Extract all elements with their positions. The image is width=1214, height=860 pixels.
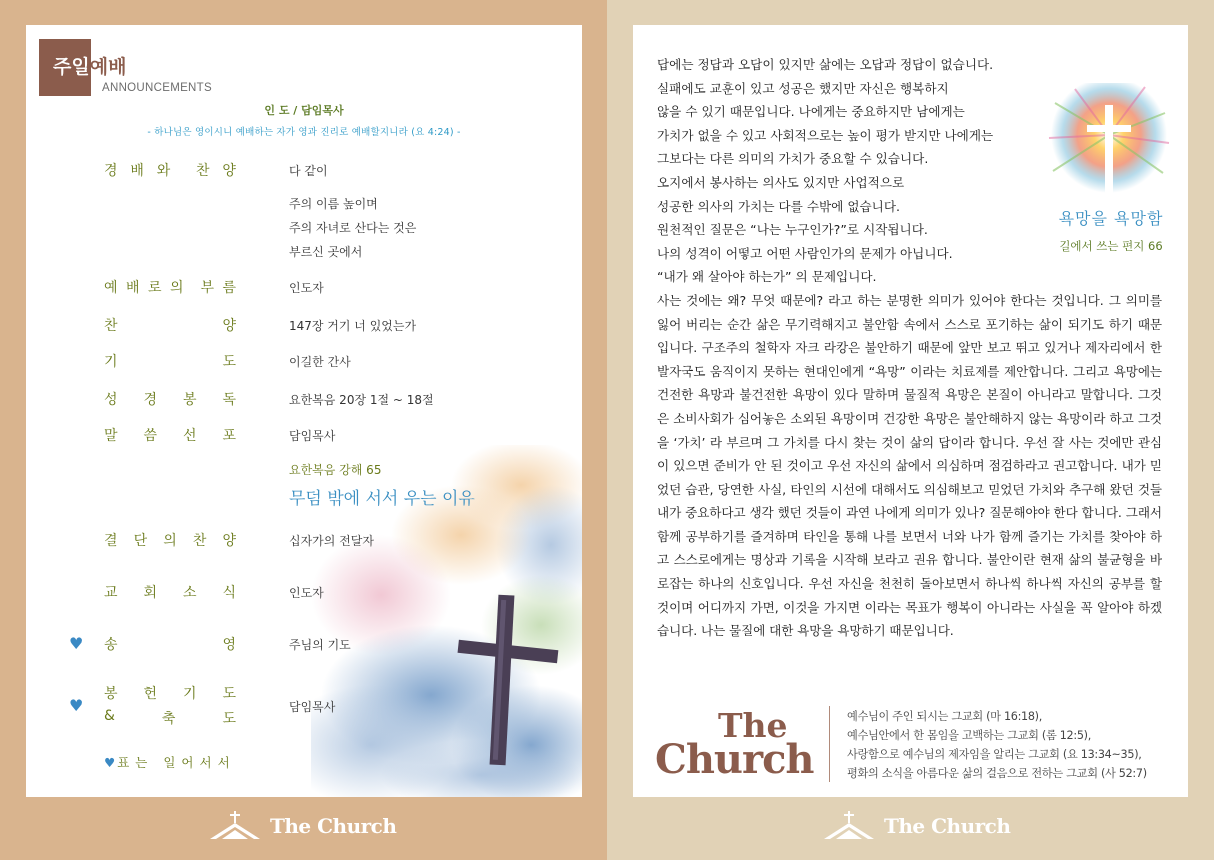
service-item-value: 다 같이 <box>289 164 328 178</box>
heart-icon: ♥ <box>69 634 84 653</box>
text-line: 않을 수 있기 때문입니다. 나에게는 중요하지만 남에게는 <box>657 104 965 120</box>
page-subtitle: ANNOUNCEMENTS <box>102 82 212 94</box>
church-logo: The Church <box>655 706 814 784</box>
service-item <box>26 277 582 301</box>
service-item-value: 십자가의 전달자 <box>289 534 374 548</box>
mission-line: 예수님이 주인 되시는 그교회 (마 16:18), <box>847 710 1043 723</box>
service-item-label: 송 영 <box>104 637 236 653</box>
service-item-value: 147장 거기 너 있었는가 <box>289 319 417 333</box>
leader-line: 인 도 / 담임목사 <box>264 104 344 117</box>
text-line: 실패에도 교훈이 있고 성공은 했지만 자신은 행복하지 <box>657 80 949 96</box>
church-roof-icon <box>822 811 876 841</box>
service-item-value: 요한복음 20장 1절 ~ 18절 <box>289 393 434 407</box>
text-line: 성공한 의사의 가치는 다를 수밖에 없습니다. <box>657 198 900 214</box>
service-item <box>26 160 582 184</box>
service-item-label: 결 단 의 찬 양 <box>104 533 236 549</box>
mission-line: 사랑함으로 예수님의 제자임을 알리는 그교회 (요 13:34~35), <box>847 748 1142 761</box>
scripture-verse: - 하나님은 영이시니 예배하는 자가 영과 진리로 예배할지니라 (요 4:24) - <box>147 127 461 138</box>
service-item-label: 성 경 봉 독 <box>104 392 236 408</box>
service-item <box>26 582 582 606</box>
footer-logo-left <box>208 806 396 846</box>
column-page <box>633 25 1188 797</box>
text-line: 가치가 없을 수 있고 사회적으로는 높이 평가 받지만 나에게는 <box>657 127 994 143</box>
column-series-subtitle: 길에서 쓰는 편지 66 <box>1059 239 1163 253</box>
footer-logo-right <box>822 806 1010 846</box>
church-roof-icon <box>208 811 262 841</box>
text-line: 그보다는 다른 의미의 가치가 중요할 수 있습니다. <box>657 151 929 167</box>
service-item-value: 담임목사 <box>289 700 336 714</box>
footer-brand: The Church <box>270 814 397 838</box>
service-item-value: 인도자 <box>289 281 324 295</box>
service-item <box>26 530 582 554</box>
text-line: 원천적인 질문은 “나는 누구인가?”로 시작됩니다. <box>657 222 928 238</box>
hymn-line: 주의 이름 높이며 <box>289 197 378 211</box>
service-item <box>26 683 582 731</box>
service-item <box>26 315 582 339</box>
service-item-label: 예 배 로 의 부 름 <box>104 280 236 296</box>
service-item-label: 찬 양 <box>104 318 236 334</box>
page-title: 주일예배 <box>53 56 127 78</box>
sermon-reference: 요한복음 강해 65 <box>289 463 382 477</box>
hymn-line: 주의 자녀로 산다는 것은 <box>289 221 417 235</box>
radiant-cross-illustration <box>1045 83 1173 211</box>
service-item-label: 경 배 와 찬 양 <box>104 163 236 179</box>
mission-line: 평화의 소식을 아름다운 삶의 걸음으로 전하는 그교회 (사 52:7) <box>847 767 1147 780</box>
column-intro <box>657 53 1037 289</box>
service-item-value: 주님의 기도 <box>289 638 351 652</box>
standing-note: ♥표는 일어서서 <box>104 755 236 770</box>
hymn-list <box>289 192 416 264</box>
order-of-worship-page <box>26 25 582 797</box>
sermon-title: 무덤 밖에 서서 우는 이유 <box>289 489 475 509</box>
heart-icon: ♥ <box>104 755 118 770</box>
service-item <box>26 351 582 375</box>
text-line: 나의 성격이 어떻고 어떤 사람인가의 문제가 아닙니다. <box>657 245 953 261</box>
service-item-value: 이길한 간사 <box>289 355 351 369</box>
service-item <box>26 425 582 449</box>
service-item-value: 인도자 <box>289 586 324 600</box>
text-line: 답에는 정답과 오답이 있지만 삶에는 오답과 정답이 없습니다. <box>657 57 994 72</box>
text-line: 오지에서 봉사하는 의사도 있지만 사업적으로 <box>657 174 905 190</box>
mission-line: 예수님안에서 한 몸임을 고백하는 그교회 (롬 12:5), <box>847 729 1091 742</box>
column-series-title: 욕망을 욕망함 <box>1058 209 1164 228</box>
service-item-label: 봉 헌 기 도 & 축 도 <box>104 686 236 727</box>
text-line: “내가 왜 살아야 하는가” 의 문제입니다. <box>657 269 877 285</box>
service-item-value: 담임목사 <box>289 429 336 443</box>
divider <box>829 706 830 782</box>
service-item-label: 교 회 소 식 <box>104 585 236 601</box>
column-paragraph: 사는 것에는 왜? 무엇 때문에? 라고 하는 분명한 의미가 있어야 한다는 것입니다. 그 의미를 잃어 버리는 순간 삶은 무기력해지고 불안함 속에서 스스로 포기하는 삶이 되기도 하기 때문입니다. 구조주의 철학자 자크 라캉은 불안하기 때문에 앞만 보고 뛰고 있거나 제자리에서 한 발자국도 움직이지 못하는 현대인에게 “욕망” 이라는 치료제를 제안합니다. 그리고 욕망에는 건전한 욕망과 불건전한 욕망이 있다 말하며 물질적 욕망은 본질이 아니라고 말합니다. 그것은 소비사회가 심어놓은 소외된 욕망이며 건강한 욕망은 불안해하지 않는 욕망이라 하고 그것을 ‘가치’ 라 부르며 그 가치를 다시 찾는 것이 삶의 답이라 합니다. 우선 잘 사는 것에만 관심이 있으면 준비가 안 된 것이고 우선 자신의 삶에서 의심하며 점검하라고 권고합니다. 내가 믿었던 습관, 당연한 사실, 타인의 시선에 대해서도 의심해보고 믿었던 가치와 추구해 왔던 것들 내가 중요하다고 생각 했던 것들이 과연 나에게 의미가 있나? 질문해야야 한다 합니다. 그래서 함께 공부하기를 즐겨하며 타인을 통해 나를 보면서 너와 나가 함께 즐기는 가치를 찾아야 하고 스스로에게는 명상과 기록을 시작해 보라고 권유 합니다. 불안이란 현재 삶의 불균형을 바로잡는 하나의 신호입니다. 우선 자신을 천천히 돌아보면서 하나씩 하나씩 자신의 공부를 할 것이며 어디까지 가면, 이것을 가지면 이라는 목표가 행복이 아니라는 사실을 꼭 알아야 하겠습니다. 나는 물질에 대한 욕망을 욕망하기 때문입니다. <box>657 292 1162 639</box>
service-item-label: 기 도 <box>104 354 236 370</box>
service-item-label: 말 씀 선 포 <box>104 428 236 444</box>
mission-statement <box>847 707 1147 783</box>
heart-icon: ♥ <box>69 696 84 715</box>
hymn-line: 부르신 곳에서 <box>289 245 363 259</box>
service-item <box>26 634 582 658</box>
service-item <box>26 389 582 413</box>
footer-brand: The Church <box>884 814 1011 838</box>
